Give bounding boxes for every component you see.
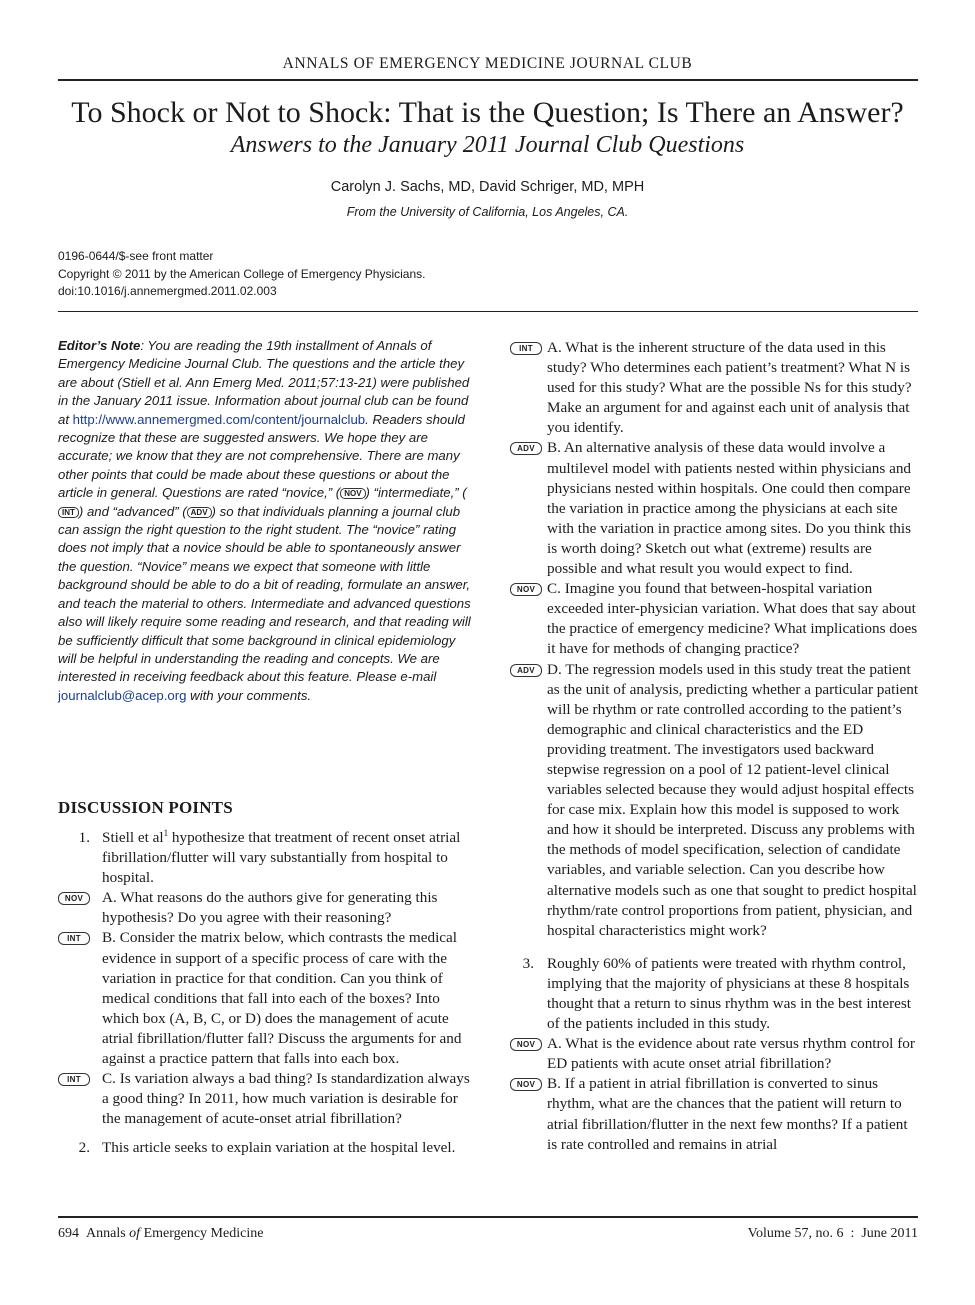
question-number: 1. [78, 829, 90, 846]
reference-superscript: 1 [163, 827, 169, 838]
question-item: NOV B. If a patient in atrial fibrillation is converted to sinus rhythm, what are the chances that the patient will return to atrial fibrillation/flutter in the next few months? If a patient is rate controlled and remains in atrial [510, 1074, 920, 1154]
editors-note: Editor’s Note: You are reading the 19th installment of Annals of Emergency Medicine Journal Club. The questions and the article they are about (Stiell et al. Ann Emerg Med. 2011;57:13-21) were published in the January 2011 issue. Information about journal club can be found at http://www.annemergmed.com/content/journalclub. Readers should recognize that these are suggested answers. We hope they are accurate; we know that they are not comprehensive. There are many other points that could be made about these questions or about the article in general. Questions are rated “novice,” ( NOV ) “intermediate,” (INT ) and “advanced” ( ADV ) so that individuals planning a journal club can assign the right question to the right student. The “novice” rating does not imply that a novice should be able to spontaneously answer the question. “Novice” means we expect that someone with little background should be able to do a bit of reading, formulate an answer, and teach the material to others. Intermediate and advanced questions also will likely require some reading and research, and that reading will be sufficiently difficult that some background in clinical epidemiology will be helpful in understanding the reading and concepts. We are interested in receiving feedback about this feature. Please e-mail journalclub@acep.org with your comments. [58, 338, 471, 703]
advanced-badge: ADV [187, 507, 212, 518]
difficulty-badge: INT [58, 932, 90, 945]
footer-volume: Volume 57, no. 6 : June 2011 [747, 1226, 918, 1241]
header-rule [58, 79, 918, 81]
question-item: 1. Stiell et $al^1$ hypothesize that treatment of recent onset atrial fibrillation/flutter will vary substantially from hospital to hospital. [58, 828, 474, 888]
page-footer [58, 1226, 918, 1246]
footer-journal: 694 Annals of Emergency Medicine [58, 1226, 264, 1241]
question-number: 2. [78, 1139, 90, 1157]
left-column [58, 828, 474, 1159]
author-list: Carolyn J. Sachs, MD, David Schriger, MD, MPH [330, 179, 645, 195]
copyright-line: Copyright © 2011 by the American College of Emergency Physicians. [58, 266, 426, 281]
difficulty-badge: NOV [510, 583, 542, 596]
question-item: NOV A. What reasons do the authors give for generating this hypothesis? Do you agree with their reasoning? [58, 888, 474, 928]
novice-badge: NOV [340, 488, 365, 499]
intermediate-badge: INT [58, 507, 79, 518]
running-head: ANNALS OF EMERGENCY MEDICINE JOURNAL CLUB [282, 55, 693, 72]
article-title: To Shock or Not to Shock: That is the Question; Is There an Answer? [71, 96, 904, 129]
question-item: ADV B. An alternative analysis of these data would involve a multilevel model with patients nested within physicians and physicians nested within hospitals. One could then compare the variation in practice among the physicians at each site with the variation in practice among sites. Do you think this is worth doing? Sketch out what (extreme) results are possible and what result you would expect to find. [510, 438, 920, 579]
question-number: 3. [522, 954, 534, 972]
journal-club-link[interactable]: http://www.annemergmed.com/content/journalclub [72, 411, 366, 427]
difficulty-badge: NOV [510, 1078, 542, 1091]
right-column [510, 338, 920, 1155]
difficulty-badge: ADV [510, 442, 542, 455]
page-number: 694 [58, 1226, 79, 1241]
difficulty-badge: NOV [58, 892, 90, 905]
question-item: INT C. Is variation always a bad thing? Is standardization always a good thing? In 2011, how much variation is desirable for the management of acute-onset atrial fibrillation? [58, 1069, 474, 1129]
question-item: NOV C. Imagine you found that between-hospital variation exceeded inter-physician variation. What does that say about the practice of emergency medicine? What implications does it have for methods of changing practice? [510, 579, 920, 659]
section-heading: DISCUSSION POINTS [58, 798, 233, 817]
issn-line: 0196-0644/$-see front matter [58, 249, 214, 263]
question-item: 3. Roughly 60% of patients were treated with rhythm control, implying that the majority of physicians at these 8 hospitals thought that a return to sinus rhythm was in the best interest of the patients included in this study. [510, 954, 920, 1034]
article-subtitle: Answers to the January 2011 Journal Club Questions [230, 132, 745, 158]
question-item: INT A. What is the inherent structure of the data used in this study? Who determines each patient’s treatment? What N is used for this study? What are the possible Ns for this study? Make an argument for and against each unit of analysis that you identify. [510, 338, 920, 438]
front-matter [58, 248, 425, 301]
question-item: 2. This article seeks to explain variation at the hospital level. [58, 1138, 474, 1158]
frontmatter-rule [58, 311, 918, 312]
question-item: ADV D. The regression models used in this study treat the patient as the unit of analysis, predicting whether a particular patient will be rhythm or rate controlled according to the patient’s demographic and clinical characteristics and the ED providing treatment. The investigators used backward stepwise regression on a pool of 12 patient-level clinical variables selected because they would adjust hospital effects for case mix. Explain how this model is supposed to work and how it should be interpreted. Discuss any problems with the methods of model specification, selection of candidate variables, and variable selection. Can you describe how alternative models such as one that sought to predict hospital rhythm/rate control proportions from patient, physician, and hospital characteristics might work? [510, 660, 920, 941]
editors-note-label: Editor’s Note [58, 338, 141, 353]
question-item: NOV A. What is the evidence about rate versus rhythm control for ED patients with acute onset atrial fibrillation? [510, 1034, 920, 1074]
affiliation: From the University of California, Los Angeles, CA. [346, 205, 629, 219]
difficulty-badge: INT [58, 1073, 90, 1086]
difficulty-badge: ADV [510, 664, 542, 677]
footer-rule [58, 1216, 918, 1218]
doi-line: doi:10.1016/j.annemergmed.2011.02.003 [58, 284, 277, 298]
email-link[interactable]: journalclub@acep.org [58, 687, 187, 703]
difficulty-badge: NOV [510, 1038, 542, 1051]
difficulty-badge: INT [510, 342, 542, 355]
question-item: INT B. Consider the matrix below, which contrasts the medical evidence in support of a specific process of care with the variation in practice for that condition. Can you think of medical conditions that fall into each of the boxes? Into which box (A, B, C, or D) does the management of acute atrial fibrillation/flutter fall? Discuss the arguments for and against a practice pattern that falls into each box. [58, 928, 474, 1069]
